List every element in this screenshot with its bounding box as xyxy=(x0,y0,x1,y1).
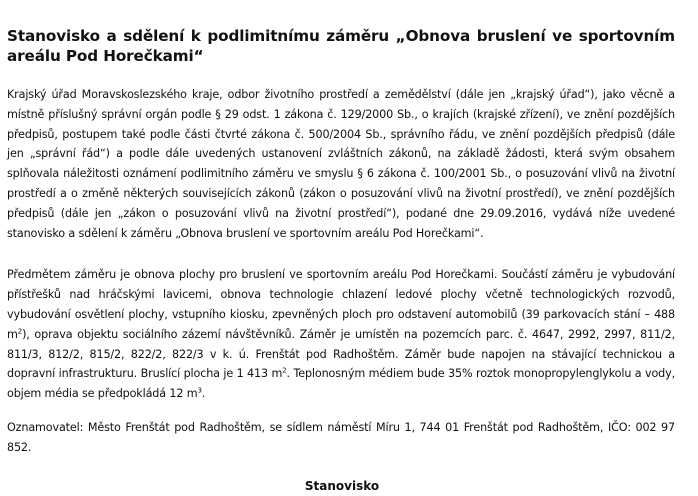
document-title: Stanovisko a sdělení k podlimitnímu záměru „Obnova bruslení ve sportovním areálu Pod Horečkami“ xyxy=(7,27,675,65)
project-description-text-c: . Teplonosným médiem bude 35% roztok monopropylenglykolu a vody, objem média se předpokládá 12 m xyxy=(7,367,676,401)
superscript-volume-unit: 3 xyxy=(197,386,202,395)
superscript-area-unit: 2 xyxy=(282,366,287,375)
project-description-text-b: ), oprava objektu sociálního zázemí návštěvníků. Záměr je umístěn na pozemcích parc. č. 4647, 2992, 2997, 811/2, 811/3, 812/2, 815/2, 822/2, 822/3 v k. ú. Frenštát pod Radhoštěm. Záměr bude napojen na stávající technickou a dopravní infrastrukturu. Bruslící plocha je 1 413 m xyxy=(7,327,675,381)
section-heading: Stanovisko xyxy=(304,479,380,493)
project-description-text-a: Předmětem záměru je obnova plochy pro bruslení ve sportovním areálu Pod Horečkami. Součástí záměru je vybudování přístřešků nad hráčskými lavicemi, obnova technologie chlazení ledové plochy včetně technologických rozvodů, vybudování osvětlení plochy, vstupního kiosku, zpevněných ploch pro odstavení automobilů (39 parkovacích stání – 488 m xyxy=(7,268,675,341)
document-page xyxy=(7,0,675,458)
superscript-area-unit: 2 xyxy=(17,327,23,336)
intro-paragraph: Krajský úřad Moravskoslezského kraje, odbor životního prostředí a zemědělství (dále jen „krajský úřad“), jako věcně a místně příslušný správní orgán podle § 29 odst. 1 zákona č. 129/2000 Sb., o krajích (krajské zřízení), ve znění pozdějších předpisů, postupem také podle části čtvrté zákona č. 500/2004 Sb., správního řádu, ve znění pozdějších předpisů (dále jen „správní řád“) a podle dále uvedených ustanovení zvláštních zákonů, na základě žádosti, která svým obsahem splňovala náležitosti oznámení podlimitního záměru ve smyslu § 6 zákona č. 100/2001 Sb., o posuzování vlivů na životní prostředí a o změně některých souvisejících zákonů (zákon o posuzování vlivů na životní prostředí), ve znění pozdějších předpisů (dále jen „zákon o posuzování vlivů na životní prostředí“), podané dne 29.09.2016, vydává níže uvedené stanovisko a sdělení k záměru „Obnova bruslení ve sportovním areálu Pod Horečkami“. xyxy=(7,88,675,240)
notifier-paragraph: Oznamovatel: Město Frenštát pod Radhoštěm, se sídlem náměstí Míru 1, 744 01 Frenštát pod Radhoštěm, IČO: 002 97 852. xyxy=(7,420,675,454)
project-description-text-d: . xyxy=(201,387,206,401)
project-description-paragraph xyxy=(7,265,675,404)
